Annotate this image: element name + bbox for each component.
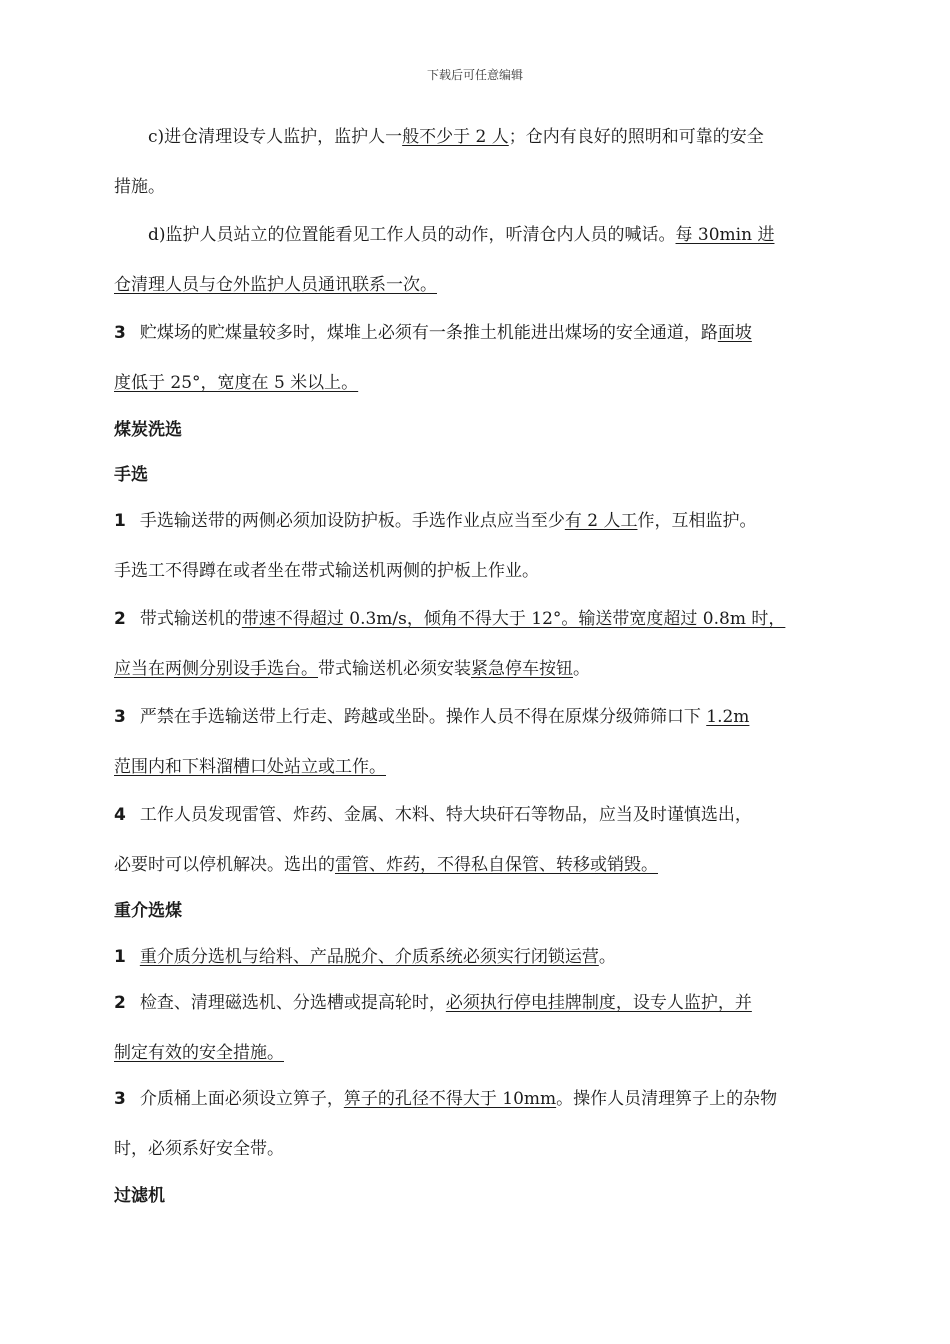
underlined-text: 箅子的孔径不得大于 10mm <box>343 1089 557 1109</box>
underlined-text: 必须执行停电挂牌制度，设专人监护，并 <box>445 993 752 1013</box>
text-span: 必要时可以停机解决。选出的 <box>114 855 335 875</box>
text-span: c)进仓清理设专人监护，监护人一 <box>148 127 403 147</box>
item-number: 3 <box>114 1089 126 1109</box>
text-span: d)监护人员站立的位置能看见工作人员的动作，听清仓内人员的喊话。 <box>148 225 676 245</box>
text-span: 带式输送机的 <box>139 609 242 629</box>
section-heading: 过滤机 <box>114 1186 165 1206</box>
underlined-text: 应当在两侧分别设手选台。 <box>114 659 318 679</box>
underlined-text: 范围内和下料溜槽口处站立或工作。 <box>114 757 386 777</box>
section-heading: 煤炭洗选 <box>114 420 182 440</box>
text-span: 措施。 <box>114 177 165 197</box>
text-span: 严禁在手选输送带上行走、跨越或坐卧。操作人员不得在原煤分级筛筛口下 <box>139 707 707 727</box>
text-span: 工作人员发现雷管、炸药、金属、木料、特大块矸石等物品，应当及时谨慎选出， <box>139 805 752 825</box>
section-heading: 手选 <box>114 465 148 485</box>
underlined-text: 度低于 25°，宽度在 5 米以上。 <box>114 373 359 393</box>
text-span: ；仓内有良好的照明和可靠的安全 <box>508 127 764 147</box>
underlined-text: 紧急停车按钮 <box>471 659 573 679</box>
paragraph-line <box>114 854 658 876</box>
underlined-text: 有 2 人工 <box>564 511 638 531</box>
paragraph-line <box>114 274 437 296</box>
text-span: 。 <box>573 659 590 679</box>
item-number: 2 <box>114 993 126 1013</box>
text-span: 手选工不得蹲在或者坐在带式输送机两侧的护板上作业。 <box>114 561 539 581</box>
item-number: 4 <box>114 805 126 825</box>
paragraph-line <box>114 706 749 728</box>
paragraph-line <box>114 510 756 532</box>
text-span: 手选输送带的两侧必须加设防护板。手选作业点应当至少 <box>139 511 565 531</box>
paragraph-line <box>148 224 774 246</box>
paragraph-line <box>114 176 165 198</box>
text-span: 作，互相监护。 <box>637 511 757 531</box>
paragraph-line <box>114 608 785 630</box>
item-number: 1 <box>114 511 126 531</box>
text-span: 。 <box>598 947 616 967</box>
text-span: 时，必须系好安全带。 <box>114 1139 284 1159</box>
text-span: 。操作人员清理箅子上的杂物 <box>556 1089 778 1109</box>
item-number: 2 <box>114 609 126 629</box>
paragraph-line <box>114 992 752 1014</box>
paragraph-line <box>114 946 616 968</box>
underlined-text: 带速不得超过 0.3m/s，倾角不得大于 12°。输送带宽度超过 0.8m 时， <box>241 609 786 629</box>
item-number: 3 <box>114 707 126 727</box>
underlined-text: 仓清理人员与仓外监护人员通讯联系一次。 <box>114 275 437 295</box>
item-number: 1 <box>114 947 126 967</box>
paragraph-line <box>114 1088 777 1110</box>
paragraph-line <box>114 322 752 344</box>
text-span: 检查、清理磁选机、分选槽或提高轮时， <box>139 993 446 1013</box>
paragraph-line <box>148 126 764 148</box>
underlined-text: 制定有效的安全措施。 <box>114 1043 284 1063</box>
paragraph-line <box>114 658 590 680</box>
item-number: 3 <box>114 323 126 343</box>
section-heading: 重介选煤 <box>114 901 182 921</box>
paragraph-line <box>114 372 358 394</box>
text-span: 带式输送机必须安装 <box>318 659 471 679</box>
underlined-text: 每 30min 进 <box>675 225 775 245</box>
paragraph-line <box>114 804 752 826</box>
paragraph-line <box>114 1042 284 1064</box>
underlined-text: 般不少于 2 人 <box>402 127 509 147</box>
paragraph-line <box>114 560 539 582</box>
page-header: 下载后可任意编辑 <box>426 68 523 82</box>
text-span: 介质桶上面必须设立箅子， <box>139 1089 344 1109</box>
text-span: 贮煤场的贮煤量较多时，煤堆上必须有一条推土机能进出煤场的安全通道，路 <box>139 323 718 343</box>
paragraph-line <box>114 756 386 778</box>
paragraph-line <box>114 1138 284 1160</box>
underlined-text: 雷管、炸药，不得私自保管、转移或销毁。 <box>335 855 658 875</box>
underlined-text: 重介质分选机与给料、产品脱介、介质系统必须实行闭锁运营 <box>139 947 599 967</box>
underlined-text: 面坡 <box>717 323 752 343</box>
underlined-text: 1.2m <box>706 707 750 727</box>
